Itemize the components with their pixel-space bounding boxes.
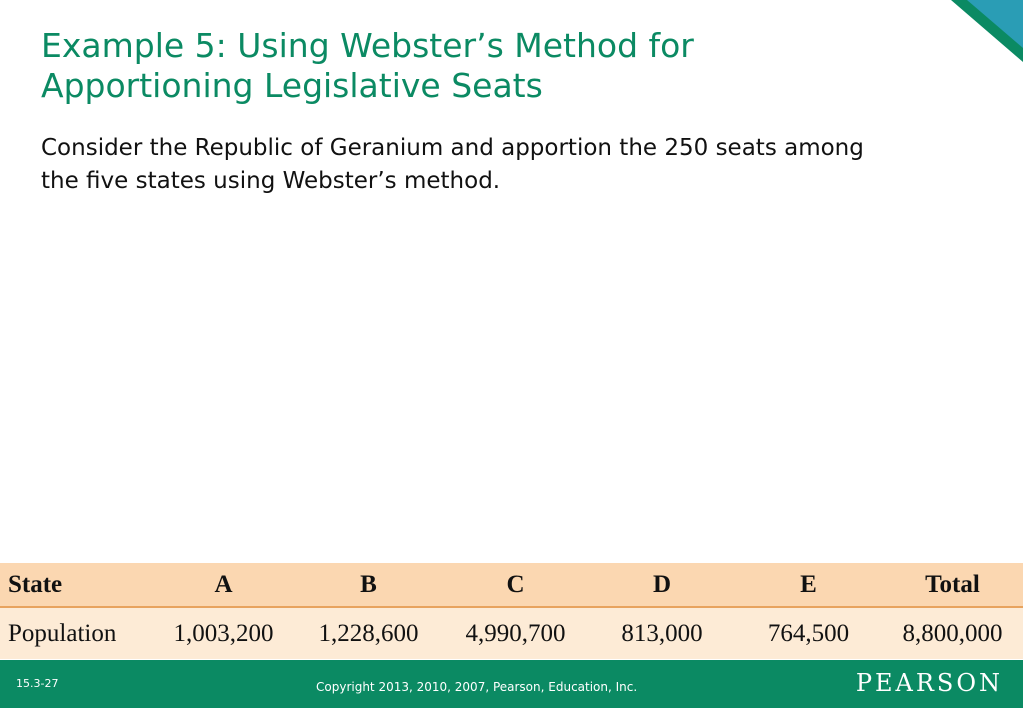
population-cell-c: 4,990,700 (465, 619, 566, 647)
header-cell-c: C (442, 563, 589, 607)
body-line-2: the five states using Webster’s method. (41, 168, 501, 194)
header-cell-e: E (735, 563, 882, 607)
row-label-population: Population (8, 619, 117, 647)
publisher-logo: PEARSON (855, 669, 1003, 697)
population-cell-b: 1,228,600 (318, 619, 419, 647)
population-cell-total: 8,800,000 (902, 619, 1003, 647)
population-table (0, 563, 1023, 659)
slide-title-line-1: Example 5: Using Webster’s Method for (41, 26, 694, 65)
copyright-text: Copyright 2013, 2010, 2007, Pearson, Education, Inc. (316, 680, 638, 694)
header-cell-b: B (295, 563, 442, 607)
slide-body-text (41, 132, 1001, 198)
corner-decoration (951, 0, 1023, 62)
header-cell-d: D (589, 563, 735, 607)
table-header-row (0, 563, 1023, 607)
slide-number: 15.3-27 (16, 677, 59, 690)
population-cell-e: 764,500 (767, 619, 850, 647)
header-cell-state: State (0, 563, 152, 607)
header-cell-a: A (152, 563, 295, 607)
slide-title (41, 26, 921, 106)
population-cell-d: 813,000 (621, 619, 703, 647)
footer-bar (0, 660, 1023, 708)
slide-title-line-2: Apportioning Legislative Seats (41, 66, 543, 105)
body-line-1: Consider the Republic of Geranium and apportion the 250 seats among (41, 135, 864, 161)
header-cell-total: Total (882, 563, 1023, 607)
table-row (0, 607, 1023, 659)
population-cell-a: 1,003,200 (173, 619, 274, 647)
